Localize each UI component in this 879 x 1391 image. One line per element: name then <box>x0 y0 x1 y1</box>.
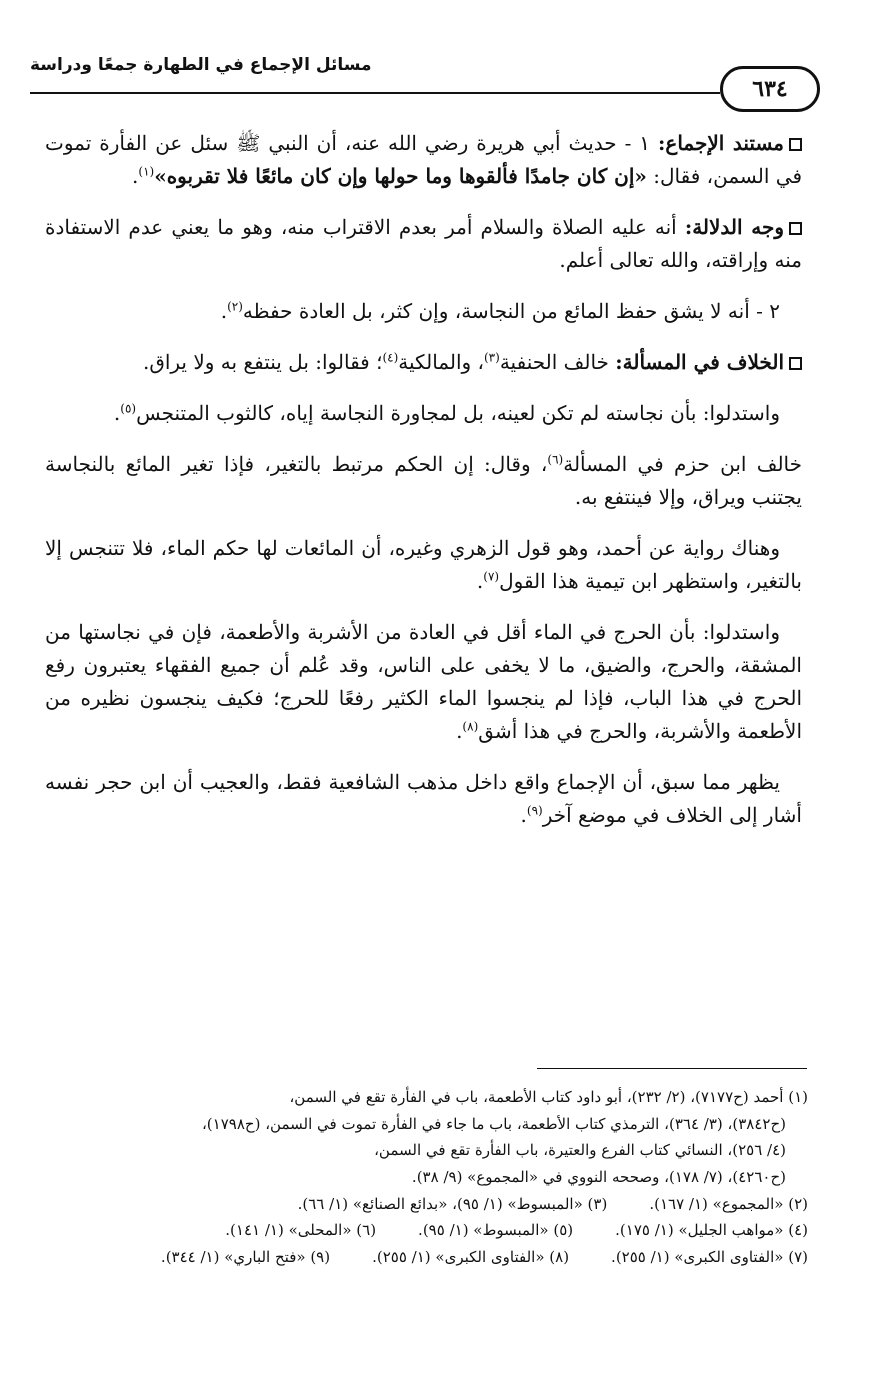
footnote-ref[interactable]: (٦) <box>547 452 564 467</box>
footnote-ref[interactable]: (٤) <box>382 350 399 365</box>
paragraph-text: . <box>220 299 228 323</box>
footnote-ref[interactable]: (٨) <box>462 719 479 734</box>
section-label: وجه الدلالة: <box>684 215 784 239</box>
footnote-2: (٢) «المجموع» (١/ ١٦٧). <box>649 1194 808 1213</box>
running-title: مسائل الإجماع في الطهارة جمعًا ودراسة <box>30 55 372 75</box>
paragraph-text: . <box>476 569 484 593</box>
section-label: الخلاف في المسألة: <box>615 350 784 374</box>
footnote-9: (٩) «فتح الباري» (١/ ٣٤٤). <box>160 1248 331 1267</box>
paragraph-evidence <box>45 211 802 277</box>
section-marker-icon <box>789 222 802 235</box>
footnote-row <box>35 1217 808 1244</box>
paragraph-argument-2 <box>45 616 802 748</box>
footnote-5: (٥) «المبسوط» (١/ ٩٥). <box>418 1221 574 1240</box>
footnote-row <box>35 1191 808 1218</box>
section-marker-icon <box>789 357 802 370</box>
section-marker-icon <box>789 138 802 151</box>
footnote-ref[interactable]: (٣) <box>483 350 500 365</box>
header-rule <box>30 92 720 94</box>
footnote-1-cont: (٤/ ٢٥٦)، النسائي كتاب الفرع والعتيرة، باب الفأرة تقع في السمن، <box>374 1141 786 1160</box>
section-label: مستند الإجماع: <box>658 131 784 155</box>
paragraph-text: خالف الحنفية <box>499 350 616 374</box>
footnote-1-cont: (ح٣٨٤٢)، (٣/ ٣٦٤)، الترمذي كتاب الأطعمة، باب ما جاء في الفأرة تموت في السمن، (ح١٧٩٨)، <box>201 1114 786 1133</box>
footnote-6: (٦) «المحلى» (١/ ١٤١). <box>225 1221 377 1240</box>
page-number: ٦٣٤ <box>720 66 820 112</box>
footnote-row <box>35 1244 808 1271</box>
page-header <box>30 40 820 120</box>
footnote-ref[interactable]: (٢) <box>227 299 243 314</box>
footnote-ref[interactable]: (٥) <box>120 401 137 416</box>
paragraph-second-point <box>45 295 802 328</box>
paragraph-text: . <box>132 164 139 188</box>
hadith-quote: «إن كان جامدًا فألقوها وما حولها وإن كان مائعًا فلا تقربوه» <box>154 164 647 188</box>
footnote-ref[interactable]: (٩) <box>526 803 543 818</box>
paragraph-text: وهناك رواية عن أحمد، وهو قول الزهري وغيره، أن المائعات لها حكم الماء، فلا تتنجس إلا بالتغير، واستظهر ابن تيمية هذا القول <box>45 536 802 593</box>
main-text <box>45 127 802 850</box>
footnote-3: (٣) «المبسوط» (١/ ٩٥)، «بدائع الصنائع» (١/ ٦٦). <box>297 1194 608 1213</box>
paragraph-text: ؛ فقالوا: بل ينتفع به ولا يراق. <box>142 350 383 374</box>
footnotes <box>35 1084 808 1271</box>
paragraph-disagreement <box>45 346 802 379</box>
footnote-ref[interactable]: (١) <box>138 164 155 179</box>
paragraph-text: ، والمالكية <box>398 350 484 374</box>
paragraph-text: . <box>456 719 463 743</box>
paragraph-text: ١ - حديث أبي هريرة رضي الله عنه، أن النبي ﷺ سئل عن الفأرة تموت في السمن، فقال: <box>45 131 802 188</box>
paragraph-conclusion <box>45 766 802 832</box>
paragraph-text: واستدلوا: بأن الحرج في الماء أقل في العادة من الأشربة والأطعمة، فإن في نجاستها من المشقة، والحرج، والضيق، ما لا يخفى على الناس، وقد عُلم أن جميع الفقهاء يعتبرون رفع الحرج في هذا الباب، فإذا لم ينجسوا الماء الكثير رفعًا للحرج؛ فكيف ينجسون نظيره من الأطعمة والأشربة، والحرج في هذا أشق <box>45 620 802 743</box>
paragraph-text: واستدلوا: بأن نجاسته لم تكن لعينه، بل لمجاورة النجاسة إياه، كالثوب المتنجس <box>136 401 780 425</box>
paragraph-ibn-hazm <box>45 448 802 514</box>
paragraph-text: يظهر مما سبق، أن الإجماع واقع داخل مذهب الشافعية فقط، والعجيب أن ابن حجر نفسه أشار إلى الخلاف في موضع آخر <box>45 770 802 827</box>
footnote-separator <box>537 1068 807 1069</box>
paragraph-consensus-basis <box>45 127 802 193</box>
paragraph-argument-1 <box>45 397 802 430</box>
paragraph-text: . <box>520 803 527 827</box>
paragraph-text: ، وقال: إن الحكم مرتبط بالتغير، فإذا تغير المائع بالنجاسة يجتنب ويراق، وإلا فينتفع به. <box>45 452 802 509</box>
paragraph-text: . <box>113 401 121 425</box>
footnote-1-cont: (ح٤٢٦٠)، (٧/ ١٧٨)، وصححه النووي في «المجموع» (٩/ ٣٨). <box>411 1168 786 1187</box>
paragraph-text: خالف ابن حزم في المسألة <box>563 452 802 476</box>
footnote-8: (٨) «الفتاوى الكبرى» (١/ ٢٥٥). <box>372 1248 570 1267</box>
footnote-7: (٧) «الفتاوى الكبرى» (١/ ٢٥٥). <box>611 1248 808 1267</box>
footnote-4: (٤) «مواهب الجليل» (١/ ١٧٥). <box>615 1221 808 1240</box>
footnote-1: (١) أحمد (ح٧١٧٧)، (٢/ ٢٣٢)، أبو داود كتاب الأطعمة، باب في الفأرة تقع في السمن، <box>289 1088 808 1106</box>
footnote-ref[interactable]: (٧) <box>483 569 500 584</box>
paragraph-ahmad-narration <box>45 532 802 598</box>
paragraph-text: أنه عليه الصلاة والسلام أمر بعدم الاقتراب منه، وهو ما يعني عدم الاستفادة منه وإراقته، والله تعالى أعلم. <box>45 215 802 272</box>
paragraph-text: ٢ - أنه لا يشق حفظ المائع من النجاسة، وإن كثر، بل العادة حفظه <box>242 299 780 323</box>
